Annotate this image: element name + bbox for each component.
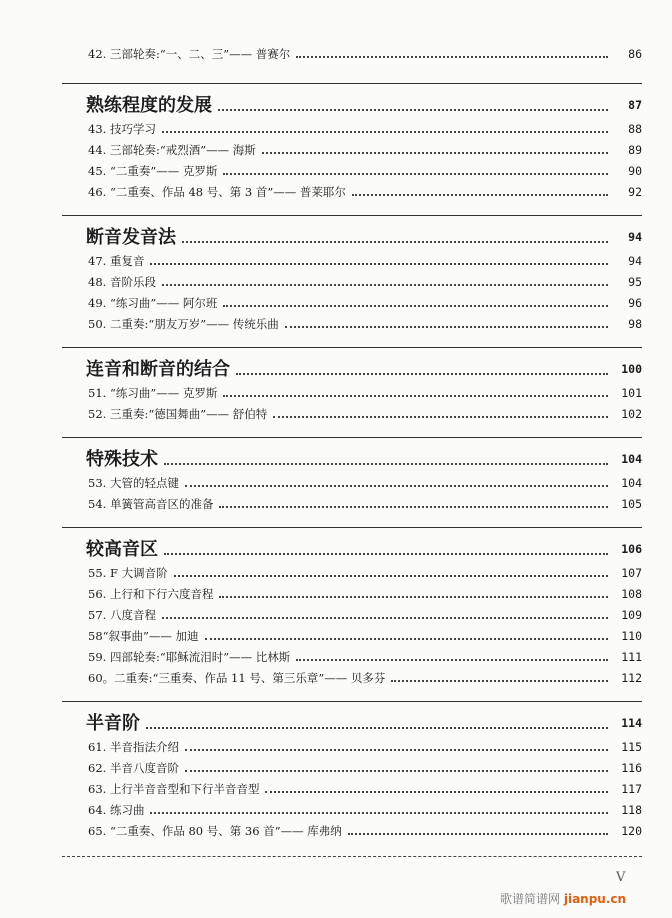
dot-leader: [205, 638, 608, 640]
entry-title: 54. 单簧管高音区的准备: [88, 497, 214, 511]
entry-title: 半音阶: [86, 713, 140, 734]
dot-leader: [223, 173, 608, 175]
dot-leader: [185, 485, 608, 487]
dot-leader: [223, 305, 608, 307]
dot-leader: [223, 395, 608, 397]
dot-leader: [296, 56, 608, 58]
dot-leader: [182, 241, 608, 243]
toc-entry[interactable]: [62, 182, 642, 203]
toc-entry[interactable]: [62, 800, 642, 821]
watermark-cn: 歌谱简谱网: [500, 892, 561, 906]
entry-page: 108: [621, 587, 642, 601]
dot-leader: [150, 812, 608, 814]
section-heading[interactable]: [62, 224, 642, 251]
entry-page: 98: [628, 317, 642, 331]
dot-leader: [273, 416, 608, 418]
section-heading[interactable]: [62, 356, 642, 383]
dot-leader: [185, 749, 608, 751]
toc-entry[interactable]: [62, 758, 642, 779]
table-of-contents: [62, 44, 642, 857]
toc-section: [62, 348, 642, 438]
entry-title: 43. 技巧学习: [88, 122, 156, 136]
toc-entry[interactable]: [62, 272, 642, 293]
section-heading[interactable]: [62, 92, 642, 119]
entry-title: 61. 半音指法介绍: [88, 740, 179, 754]
section-heading[interactable]: [62, 536, 642, 563]
entry-title: 46. “二重奏、作品 48 号、第 3 首”—— 普莱耶尔: [88, 185, 346, 199]
entry-page: 112: [621, 671, 642, 685]
dot-leader: [162, 131, 608, 133]
entry-page: 110: [621, 629, 642, 643]
entry-title: 48. 音阶乐段: [88, 275, 156, 289]
entry-page: 101: [621, 386, 642, 400]
dot-leader: [164, 553, 608, 555]
entry-page: 94: [628, 230, 642, 244]
entry-title: 53. 大管的轻点键: [88, 476, 179, 490]
entry-title: 58“叙事曲”—— 加迪: [88, 629, 199, 643]
entry-title: 断音发音法: [86, 227, 176, 248]
page-number: V: [616, 870, 626, 885]
toc-entry[interactable]: [62, 647, 642, 668]
entry-title: 45. “二重奏”—— 克罗斯: [88, 164, 218, 178]
toc-entry[interactable]: [62, 584, 642, 605]
entry-page: 90: [628, 164, 642, 178]
toc-entry[interactable]: [62, 140, 642, 161]
toc-section: [62, 528, 642, 702]
dot-leader: [150, 263, 608, 265]
entry-page: 89: [628, 143, 642, 157]
entry-title: 47. 重复音: [88, 254, 145, 268]
dot-leader: [162, 617, 608, 619]
toc-entry[interactable]: [62, 119, 642, 140]
entry-page: 92: [628, 185, 642, 199]
entry-page: 111: [621, 650, 642, 664]
entry-title: 51. “练习曲”—— 克罗斯: [88, 386, 218, 400]
dot-leader: [219, 596, 608, 598]
entry-page: 100: [621, 362, 642, 376]
dot-leader: [219, 506, 608, 508]
toc-section: [62, 702, 642, 857]
entry-title: 60。二重奏:“三重奏、作品 11 号、第三乐章”—— 贝多芬: [88, 671, 386, 685]
entry-title: 65. “二重奏、作品 80 号、第 36 首”—— 库弗纳: [88, 824, 342, 838]
toc-entry[interactable]: [62, 737, 642, 758]
dot-leader: [146, 727, 608, 729]
entry-title: 熟练程度的发展: [86, 95, 212, 116]
section-heading[interactable]: [62, 710, 642, 737]
entry-title: 62. 半音八度音阶: [88, 761, 179, 775]
entry-page: 120: [621, 824, 642, 838]
entry-page: 117: [621, 782, 642, 796]
entry-title: 64. 练习曲: [88, 803, 145, 817]
entry-title: 50. 二重奏:“朋友万岁”—— 传统乐曲: [88, 317, 279, 331]
entry-page: 118: [621, 803, 642, 817]
toc-entry[interactable]: [62, 473, 642, 494]
entry-page: 95: [628, 275, 642, 289]
section-heading[interactable]: [62, 446, 642, 473]
entry-title: 63. 上行半音音型和下行半音音型: [88, 782, 260, 796]
toc-entry[interactable]: [62, 161, 642, 182]
toc-entry[interactable]: [62, 563, 642, 584]
entry-title: 44. 三部轮奏:“戒烈酒”—— 海斯: [88, 143, 256, 157]
toc-entry[interactable]: [62, 668, 642, 689]
entry-title: 52. 三重奏:“德国舞曲”—— 舒伯特: [88, 407, 268, 421]
dot-leader: [236, 373, 608, 375]
toc-entry[interactable]: [62, 44, 642, 65]
toc-section: [62, 44, 642, 84]
entry-page: 88: [628, 122, 642, 136]
entry-title: 59. 四部轮奏:“耶稣流泪时”—— 比林斯: [88, 650, 291, 664]
entry-page: 87: [628, 98, 642, 112]
entry-page: 116: [621, 761, 642, 775]
toc-entry[interactable]: [62, 821, 642, 842]
dot-leader: [164, 463, 608, 465]
dot-leader: [391, 680, 608, 682]
toc-section: [62, 438, 642, 528]
dot-leader: [262, 152, 608, 154]
entry-page: 94: [628, 254, 642, 268]
entry-title: 较高音区: [86, 539, 158, 560]
dot-leader: [218, 109, 608, 111]
entry-title: 55. F 大调音阶: [88, 566, 168, 580]
dot-leader: [162, 284, 608, 286]
dot-leader: [348, 833, 608, 835]
toc-section: [62, 84, 642, 216]
watermark-en: jianpu.cn: [563, 892, 627, 906]
entry-page: 86: [628, 47, 642, 61]
entry-title: 连音和断音的结合: [86, 359, 230, 380]
dot-leader: [352, 194, 608, 196]
entry-page: 114: [621, 716, 642, 730]
entry-title: 特殊技术: [86, 449, 158, 470]
entry-page: 109: [621, 608, 642, 622]
dot-leader: [185, 770, 608, 772]
dot-leader: [285, 326, 608, 328]
toc-entry[interactable]: [62, 251, 642, 272]
toc-section: [62, 216, 642, 348]
toc-entry[interactable]: [62, 779, 642, 800]
entry-page: 96: [628, 296, 642, 310]
toc-entry[interactable]: [62, 293, 642, 314]
dot-leader: [174, 575, 608, 577]
dot-leader: [296, 659, 608, 661]
entry-page: 102: [621, 407, 642, 421]
toc-entry[interactable]: [62, 626, 642, 647]
entry-title: 56. 上行和下行六度音程: [88, 587, 214, 601]
dot-leader: [265, 791, 608, 793]
entry-title: 57. 八度音程: [88, 608, 156, 622]
watermark: [500, 890, 626, 907]
entry-page: 105: [621, 497, 642, 511]
entry-page: 104: [621, 452, 642, 466]
toc-entry[interactable]: [62, 383, 642, 404]
toc-entry[interactable]: [62, 605, 642, 626]
toc-entry[interactable]: [62, 404, 642, 425]
toc-entry[interactable]: [62, 494, 642, 515]
entry-title: 42. 三部轮奏:“一、二、三”—— 普赛尔: [88, 47, 291, 61]
entry-page: 107: [621, 566, 642, 580]
entry-page: 104: [621, 476, 642, 490]
entry-page: 106: [621, 542, 642, 556]
entry-title: 49. “练习曲”—— 阿尔班: [88, 296, 218, 310]
toc-entry[interactable]: [62, 314, 642, 335]
entry-page: 115: [621, 740, 642, 754]
